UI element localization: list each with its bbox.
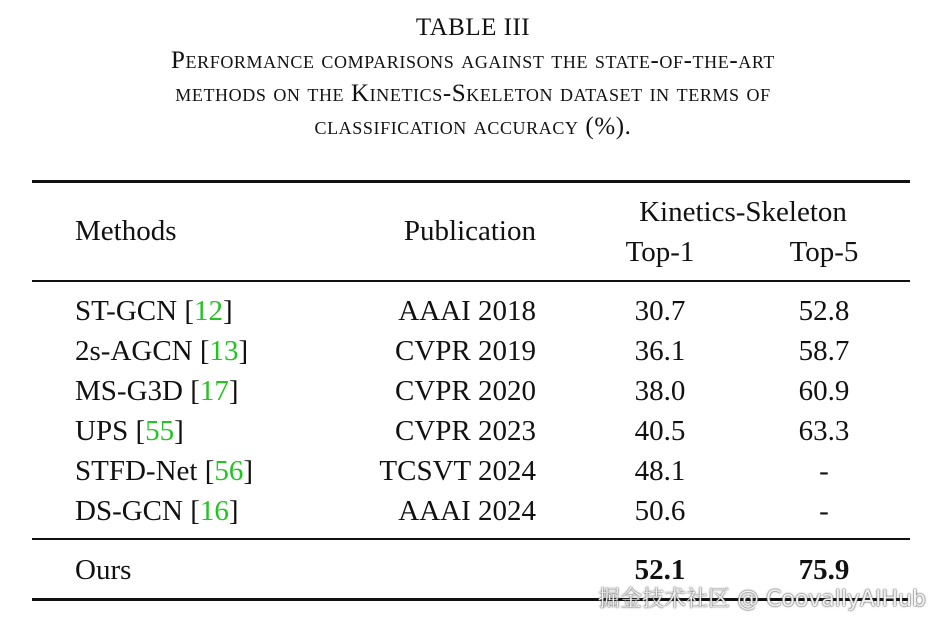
row-top5: - [819, 495, 829, 527]
row-method [75, 414, 184, 448]
caption-line-1: Performance comparisons against the state-of-the-art [171, 47, 775, 74]
row-method [75, 374, 239, 408]
caption-line-3: classification accuracy (%). [314, 113, 632, 140]
header-top5: Top-5 [789, 236, 859, 268]
citation-bracket: ] [228, 375, 239, 407]
method-name: ST-GCN [ [75, 295, 194, 327]
citation-bracket: ] [222, 295, 233, 327]
caption-line-2: methods on the Kinetics-Skeleton dataset in terms of [175, 80, 771, 107]
separator-rule [32, 538, 910, 540]
header-publication: Publication [403, 215, 536, 247]
row-top5: 63.3 [798, 415, 850, 447]
method-name: 2s-AGCN [ [75, 335, 210, 367]
table-label: TABLE III [415, 14, 531, 41]
method-name: UPS [ [75, 415, 146, 447]
header-top1: Top-1 [625, 236, 695, 268]
citation-link[interactable]: 56 [214, 455, 244, 487]
row-top5: - [819, 455, 829, 487]
row-publication: TCSVT 2024 [379, 455, 536, 487]
row-publication: AAAI 2024 [398, 495, 536, 527]
row-top1: 50.6 [634, 495, 686, 527]
row-method [75, 494, 239, 528]
row-top5: 52.8 [798, 295, 850, 327]
citation-link[interactable]: 13 [209, 335, 239, 367]
header-kinetics-skeleton: Kinetics-Skeleton [639, 196, 847, 228]
top-rule [32, 180, 910, 183]
citation-bracket: ] [174, 415, 184, 447]
citation-link[interactable]: 55 [145, 415, 175, 447]
row-publication: AAAI 2018 [398, 295, 536, 327]
header-rule [32, 280, 910, 282]
citation-link[interactable]: 16 [199, 495, 229, 527]
watermark: 掘金技术社区 @ CoovallyAIHub [597, 587, 926, 612]
ours-top1: 52.1 [634, 554, 686, 586]
row-top5: 60.9 [798, 375, 850, 407]
method-name: MS-G3D [ [75, 375, 200, 407]
row-method [75, 454, 253, 488]
row-top1: 38.0 [634, 375, 686, 407]
citation-bracket: ] [228, 495, 239, 527]
row-top1: 40.5 [634, 415, 686, 447]
row-top1: 30.7 [634, 295, 686, 327]
row-top5: 58.7 [798, 335, 850, 367]
citation-link[interactable]: 17 [199, 375, 229, 407]
row-publication: CVPR 2019 [394, 335, 536, 367]
header-methods: Methods [75, 215, 177, 247]
row-top1: 36.1 [634, 335, 686, 367]
method-name: DS-GCN [ [75, 495, 200, 527]
row-top1: 48.1 [634, 455, 686, 487]
row-publication: CVPR 2023 [394, 415, 536, 447]
ours-method: Ours [75, 554, 132, 586]
method-name: STFD-Net [ [75, 455, 215, 487]
citation-bracket: ] [238, 335, 249, 367]
row-method [75, 294, 233, 328]
ours-top5: 75.9 [798, 554, 850, 586]
citation-link[interactable]: 12 [193, 295, 223, 327]
citation-bracket: ] [243, 455, 254, 487]
row-publication: CVPR 2020 [394, 375, 536, 407]
row-method [75, 334, 248, 368]
